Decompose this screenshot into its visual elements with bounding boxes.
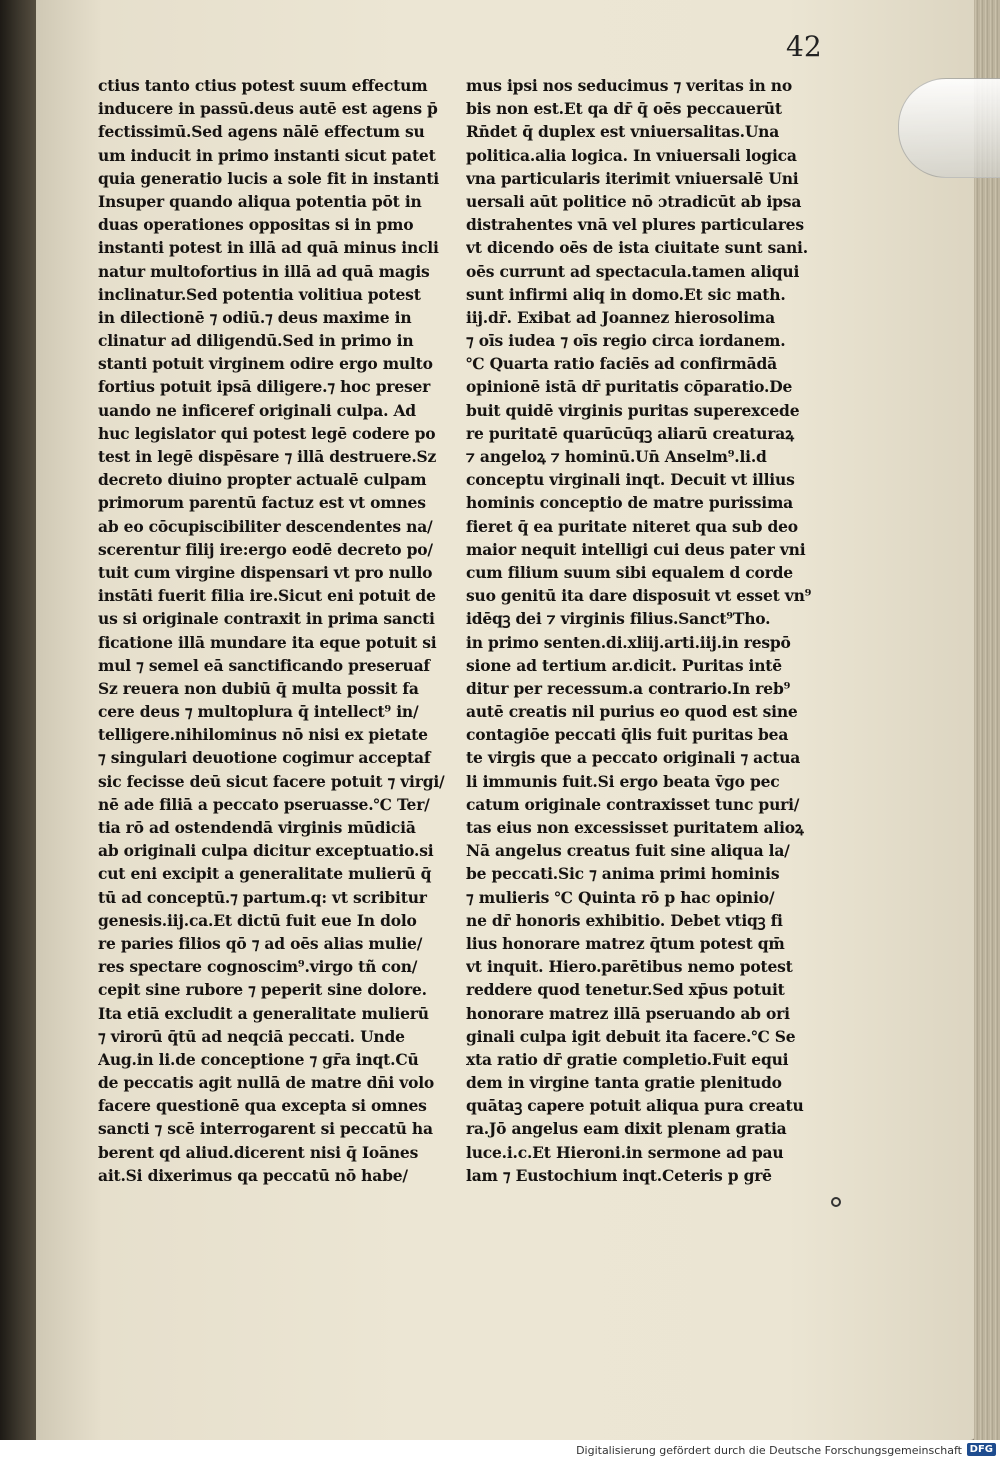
text-line: be peccati.Sic ⁊ anima primi hominis	[466, 864, 780, 884]
text-line: vt dicendo oēs de ista ciuitate sunt sani.	[466, 238, 808, 258]
text-line: in dilectionē ⁊ odiū.⁊ deus maxime in	[98, 307, 412, 327]
text-line: ⁊ angeloꝝ ⁊ hominū.Un̄ Anselm⁹.li.d	[466, 447, 767, 466]
text-line: honorare matrez illā pseruando ab ori	[466, 1003, 790, 1023]
page-edges	[974, 0, 1000, 1440]
text-line: ficatione illā mundare ita eque potuit si	[98, 632, 437, 652]
text-line: dem in virgine tanta gratie plenitudo	[466, 1073, 782, 1093]
text-line: fortius potuit ipsā diligere.⁊ hoc preser	[98, 377, 431, 397]
text-line: sione ad tertium ar.dicit. Puritas intē	[466, 655, 782, 675]
book-binding	[0, 0, 40, 1440]
text-line: re puritatē quarūcūqꝫ aliarū creaturaꝝ	[466, 423, 794, 443]
text-column-left	[98, 74, 450, 1187]
text-line: ⁊ singulari deuotione cogimur acceptaf	[98, 748, 431, 768]
text-line: stanti potuit virginem odire ergo multo	[98, 354, 433, 374]
text-line: ab eo cōcupiscibiliter descendentes na/	[98, 516, 433, 536]
page-clip	[898, 78, 1000, 178]
text-line: mus ipsi nos seducimus ⁊ veritas in no	[466, 76, 792, 95]
text-line: tia rō ad ostendendā virginis mūdiciā	[98, 818, 416, 837]
text-line: instāti fuerit filia ire.Sicut eni potuit de	[98, 586, 436, 606]
text-line: de peccatis agit nullā de matre dn̄i volo	[98, 1073, 435, 1093]
text-line: um inducit in primo instanti sicut patet	[98, 145, 436, 165]
text-line: tū ad conceptū.⁊ partum.q: vt scribitur	[98, 887, 427, 907]
text-line: clinatur ad diligendū.Sed in primo in	[98, 331, 414, 351]
page-number: 42	[786, 30, 822, 63]
text-line: ait.Si dixerimus qa peccatū nō habe/	[98, 1165, 408, 1185]
text-line: maior nequit intelligi cui deus pater vni	[466, 539, 806, 559]
text-line: primorum parentū factuz est vt omnes	[98, 493, 426, 513]
text-line: catum originale contraxisset tunc puri/	[466, 794, 800, 814]
text-line: lius honorare matrez q̄tum potest qm̄	[466, 933, 785, 953]
text-line: luce.i.c.Et Hieroni.in sermone ad pau	[466, 1142, 784, 1162]
text-line: autē creatis nil purius eo quod est sine	[466, 702, 798, 722]
text-line: re paries filios qō ⁊ ad oēs alias mulie/	[98, 933, 423, 953]
text-line: Sz reuera non dubiū q̄ multa possit fa	[98, 678, 419, 698]
text-line: reddere quod tenetur.Sed xp̄us potuit	[466, 980, 785, 1000]
text-line: instanti potest in illā ad quā minus incli	[98, 238, 439, 258]
text-line: facere questionē qua excepta si omnes	[98, 1096, 427, 1116]
text-line: hominis conceptio de matre purissima	[466, 493, 794, 513]
text-line: ab originali culpa dicitur exceptuatio.si	[98, 841, 434, 861]
text-line: decreto diuino propter actualē culpam	[98, 470, 427, 490]
ornament-mark	[831, 1197, 841, 1207]
text-line: ⁊ oīs iudea ⁊ oīs regio circa iordanem.	[466, 331, 786, 351]
text-line: ctius tanto ctius potest suum effectum	[98, 76, 428, 95]
text-line: distrahentes vnā vel plures particulares	[466, 215, 804, 235]
text-line: te virgis que a peccato originali ⁊ actua	[466, 748, 801, 768]
text-line: nē ade filiā a peccato pseruasse.℃ Ter/	[98, 794, 430, 814]
text-line: in primo senten.di.xliij.arti.iij.in respō	[466, 632, 791, 652]
text-line: suo genitū ita dare disposuit vt esset vn⁹	[466, 586, 812, 606]
text-line: sic fecisse deū sicut facere potuit ⁊ virgi/	[98, 771, 445, 791]
text-line: fectissimū.Sed agens nālē effectum su	[98, 122, 425, 142]
text-line: cepit sine rubore ⁊ peperit sine dolore.	[98, 980, 427, 1000]
text-line: telligere.nihilominus nō nisi ex pietate	[98, 725, 428, 745]
text-line: idēqꝫ dei ⁊ virginis filius.Sanct⁹Tho.	[466, 609, 771, 629]
text-line: ra.Jō angelus eam dixit plenam gratia	[466, 1119, 787, 1139]
text-line: ℃ Quarta ratio faciēs ad confirmādā	[466, 354, 777, 374]
text-line: ne dr̄ honoris exhibitio. Debet vtiqꝫ fi	[466, 910, 783, 930]
text-line: lam ⁊ Eustochium inqt.Ceteris p grē	[466, 1165, 772, 1185]
text-line: politica.alia logica. In vniuersali logica	[466, 145, 797, 165]
text-line: quia generatio lucis a sole fit in instanti	[98, 168, 439, 188]
footer-credit: Digitalisierung gefördert durch die Deutsche Forschungsgemeinschaft	[576, 1444, 962, 1457]
text-line: us si originale contraxit in prima sancti	[98, 609, 435, 629]
text-line: buit quidē virginis puritas superexcede	[466, 400, 800, 420]
text-line: uando ne inficeref originali culpa. Ad	[98, 400, 416, 420]
text-line: ⁊ mulieris ℃ Quinta rō p hac opinio/	[466, 887, 775, 907]
text-line: fieret q̄ ea puritate niteret qua sub deo	[466, 516, 798, 536]
text-column-right	[466, 74, 818, 1187]
text-line: Aug.in li.de conceptione ⁊ gr̄a inqt.Cū	[98, 1049, 419, 1069]
text-line: conceptu virginali inqt. Decuit vt illius	[466, 470, 795, 490]
text-line: Rn̄det q̄ duplex est vniuersalitas.Una	[466, 122, 780, 142]
dfg-logo: DFG	[967, 1443, 996, 1456]
text-line: uersali aūt politice nō ɔtradicūt ab ipsa	[466, 191, 802, 211]
text-line: genesis.iij.ca.Et dictū fuit eue In dolo	[98, 910, 417, 930]
text-line: cum filium suum sibi equalem d corde	[466, 562, 793, 582]
digitization-footer	[0, 1440, 1000, 1462]
text-line: Insuper quando aliqua potentia pōt in	[98, 191, 422, 211]
text-line: opinionē istā dr̄ puritatis cōparatio.De	[466, 377, 793, 397]
text-line: xta ratio dr̄ gratie completio.Fuit equi	[466, 1049, 789, 1069]
text-line: test in legē dispēsare ⁊ illā destruere.Sz	[98, 447, 437, 466]
text-line: bis non est.Et qa dr̄ q̄ oēs peccauerūt	[466, 99, 782, 119]
text-line: inclinatur.Sed potentia volitiua potest	[98, 284, 421, 304]
text-line: sancti ⁊ scē interrogarent si peccatū ha	[98, 1119, 433, 1139]
text-line: quātaꝫ capere potuit aliqua pura creatu	[466, 1096, 804, 1116]
text-line: cere deus ⁊ multoplura q̄ intellect⁹ in/	[98, 702, 419, 722]
text-line: ditur per recessum.a contrario.In reb⁹	[466, 678, 791, 698]
text-line: vt inquit. Hiero.parētibus nemo potest	[466, 957, 793, 977]
text-line: res spectare cognoscim⁹.virgo tñ con/	[98, 957, 418, 977]
text-line: huc legislator qui potest legē codere po	[98, 423, 436, 443]
text-line: contagiōe peccati q̄lis fuit puritas bea	[466, 725, 789, 745]
text-line: oēs currunt ad spectacula.tamen aliqui	[466, 261, 800, 281]
text-line: tas eius non excessisset puritatem alioꝝ	[466, 818, 804, 837]
text-line: natur multofortius in illā ad quā magis	[98, 261, 430, 281]
text-line: tuit cum virgine dispensari vt pro nullo	[98, 562, 433, 582]
text-line: Nā angelus creatus fuit sine aliqua la/	[466, 841, 790, 861]
text-line: Ita etiā excludit a generalitate mulierū	[98, 1003, 429, 1023]
text-line: scerentur filij ire:ergo eodē decreto po/	[98, 539, 433, 559]
text-line: li immunis fuit.Si ergo beata v̄go pec	[466, 771, 780, 791]
text-line: mul ⁊ semel eā sanctificando preseruaf	[98, 655, 430, 675]
text-line: vna particularis iterimit vniuersalē Uni	[466, 168, 799, 188]
text-line: duas operationes oppositas si in pmo	[98, 215, 414, 235]
text-line: ginali culpa igit debuit ita facere.℃ Se	[466, 1026, 796, 1046]
text-line: berent qd aliud.dicerent nisi q̄ Ioānes	[98, 1142, 419, 1162]
text-line: sunt infirmi aliq in domo.Et sic math.	[466, 284, 786, 304]
text-line: ⁊ virorū q̄tū ad neqciā peccati. Unde	[98, 1026, 405, 1046]
text-line: inducere in passū.deus autē est agens p̄	[98, 99, 438, 119]
text-line: cut eni excipit a generalitate mulierū q̄	[98, 864, 432, 884]
text-line: iij.dr̄. Exibat ad Joannez hierosolima	[466, 307, 775, 327]
